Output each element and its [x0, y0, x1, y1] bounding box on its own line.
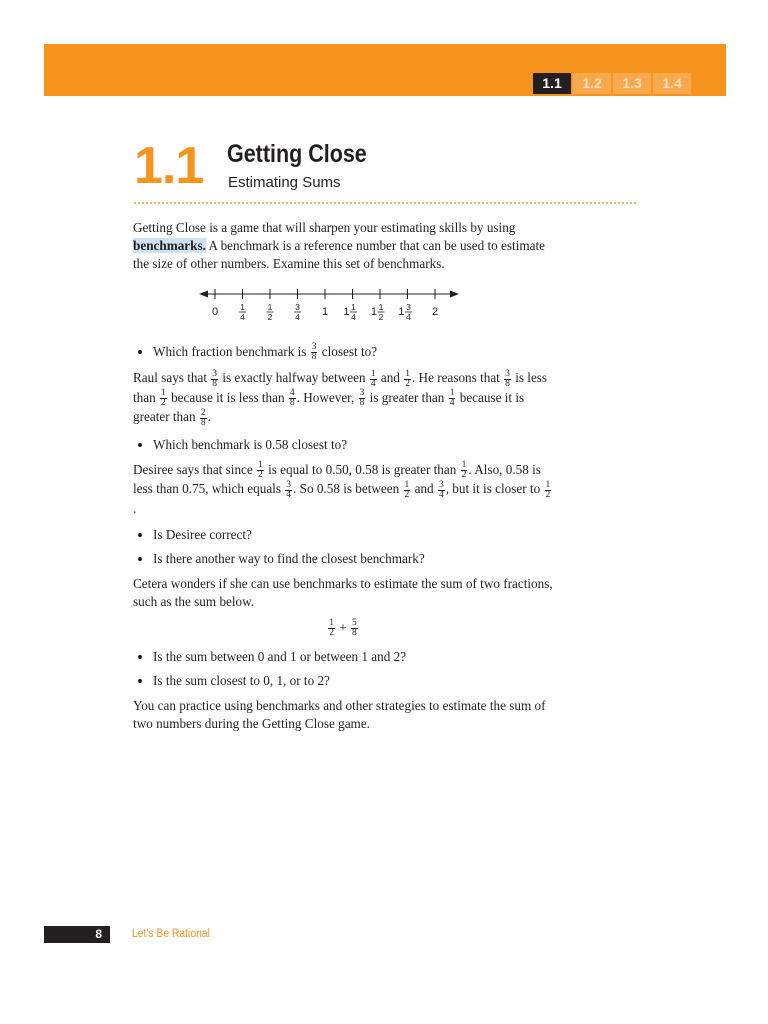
fraction-numerator: 1 — [161, 388, 166, 399]
fraction-numerator: 3 — [505, 368, 510, 379]
tick-label-numerator: 3 — [295, 302, 300, 312]
text-run: Which benchmark is 0.58 closest to? — [153, 436, 348, 452]
fraction — [160, 389, 167, 408]
fraction-numerator: 1 — [370, 368, 376, 379]
tick-label: 1 — [321, 306, 329, 318]
text-run: Desiree says that since — [133, 461, 257, 477]
raul-paragraph — [133, 369, 553, 427]
tick-label-whole: 1 — [398, 306, 405, 318]
question-list-3 — [133, 526, 553, 568]
fraction — [285, 481, 292, 500]
fraction-denominator: 8 — [359, 398, 365, 409]
fraction-numerator: 5 — [352, 618, 357, 629]
fraction — [404, 481, 411, 500]
question-another-way — [153, 550, 553, 568]
question-decimal-benchmark — [153, 436, 553, 454]
fraction-denominator: 2 — [161, 398, 166, 409]
lesson-number: 1.1 — [134, 137, 204, 195]
intro-text-a: Getting Close is a game that will sharpen your estimating skills by using — [133, 220, 516, 235]
fraction-numerator: 3 — [438, 479, 444, 490]
tick-label-numerator: 1 — [240, 302, 245, 312]
fraction-denominator: 2 — [329, 628, 334, 639]
tick-label-numerator: 1 — [351, 302, 356, 312]
tick-label-whole: 1 — [370, 306, 377, 318]
question-sum-range — [153, 648, 553, 666]
fraction-numerator: 1 — [404, 479, 410, 490]
lesson-body — [133, 219, 553, 741]
tick-label-denominator: 4 — [240, 312, 245, 322]
fraction — [289, 389, 296, 408]
text-run: Which fraction benchmark is — [153, 344, 310, 359]
question-list-4 — [133, 648, 553, 690]
fraction-numerator: 1 — [405, 368, 410, 379]
fraction — [504, 370, 511, 389]
text-run: and — [411, 481, 437, 497]
tick-label-denominator: 4 — [295, 312, 300, 322]
tick-label-denominator: 4 — [406, 312, 411, 322]
tab-1-4[interactable]: 1.4 — [653, 73, 691, 94]
fraction-numerator: 3 — [212, 368, 218, 379]
section-divider — [134, 202, 636, 204]
tick-label-denominator: 4 — [351, 312, 356, 322]
fraction-denominator: 8 — [311, 352, 317, 363]
fraction-denominator: 8 — [212, 378, 218, 389]
fraction-denominator: 4 — [286, 489, 292, 500]
fraction-numerator: 3 — [286, 479, 292, 490]
fraction — [438, 481, 445, 500]
left-arrow-icon — [199, 291, 208, 298]
book-title: Let's Be Rational — [132, 928, 210, 940]
tab-1-2[interactable]: 1.2 — [573, 73, 611, 94]
text-run: because it is greater than — [133, 389, 525, 425]
page-number: 8 — [95, 927, 102, 941]
question-fraction-benchmark — [153, 343, 553, 362]
fraction-denominator: 4 — [370, 378, 376, 389]
fraction-denominator: 4 — [449, 398, 455, 409]
text-run: . So 0.58 is between — [293, 481, 403, 497]
fraction — [351, 619, 358, 638]
fraction-denominator: 4 — [438, 489, 444, 500]
tick-label-denominator: 2 — [267, 312, 273, 322]
fraction — [257, 461, 264, 480]
fraction-numerator: 1 — [545, 479, 551, 490]
fraction-numerator: 3 — [311, 342, 317, 353]
text-run: . Also, 0.58 is less than 0.75, which equals — [133, 461, 541, 497]
sum-expression — [133, 619, 553, 638]
text-run: because it is less than — [167, 389, 288, 405]
fraction-denominator: 2 — [405, 378, 410, 389]
fraction-denominator: 8 — [505, 378, 510, 389]
tick-label: 0 — [211, 306, 219, 318]
text-run: closest to? — [318, 344, 378, 359]
lesson-subtitle: Estimating Sums — [228, 174, 341, 191]
text-run: , but it is closer to — [445, 481, 544, 497]
fraction-numerator: 1 — [258, 460, 263, 471]
text-run: Raul says that — [133, 370, 211, 386]
fraction — [359, 389, 366, 408]
text-run: . — [207, 409, 211, 425]
tick-label-numerator: 1 — [267, 302, 273, 312]
fraction-denominator: 2 — [545, 489, 551, 500]
intro-paragraph — [133, 219, 553, 273]
fraction — [211, 370, 218, 389]
fraction — [449, 389, 456, 408]
lesson-tabs — [531, 73, 691, 94]
fraction — [404, 370, 411, 389]
text-run: Is there another way to find the closest benchmark? — [153, 550, 425, 566]
benchmarks-term: benchmarks. — [133, 238, 206, 253]
right-arrow-icon — [450, 291, 459, 298]
text-run: . — [133, 500, 137, 516]
text-run: Cetera wonders if she can use benchmarks to estimate the sum of two fractions, such as the sum below. — [133, 575, 553, 609]
desiree-paragraph — [133, 461, 553, 518]
fraction-denominator: 2 — [258, 470, 263, 481]
fraction-denominator: 2 — [461, 470, 467, 481]
text-run: and — [377, 370, 404, 386]
text-run: Is Desiree correct? — [153, 526, 252, 542]
intro-text-b: A benchmark is a reference number that can be used to estimate the size of other numbers. Examine this set of benchmarks. — [133, 238, 545, 271]
closing-paragraph — [133, 697, 553, 733]
text-run: + — [335, 619, 351, 635]
text-run: . However, — [296, 389, 358, 405]
fraction-denominator: 8 — [289, 398, 295, 409]
fraction — [461, 461, 468, 480]
text-run: is equal to 0.50, 0.58 is greater than — [264, 461, 460, 477]
page-footer — [44, 926, 344, 943]
tab-1-1[interactable]: 1.1 — [533, 73, 571, 94]
question-desiree-correct — [153, 526, 553, 544]
question-list-1 — [133, 343, 553, 362]
lesson-title: Getting Close — [227, 140, 367, 168]
fraction-numerator: 4 — [289, 388, 295, 399]
fraction — [328, 619, 335, 638]
question-sum-closest — [153, 672, 553, 690]
fraction-numerator: 3 — [359, 388, 365, 399]
fraction-numerator: 2 — [200, 407, 206, 418]
tick-label-numerator: 1 — [378, 302, 384, 312]
fraction — [311, 343, 318, 362]
text-run: is less than — [133, 370, 548, 405]
header-band — [44, 44, 726, 96]
text-run: is exactly halfway between — [219, 370, 369, 386]
text-run: You can practice using benchmarks and other strategies to estimate the sum of two numbers during the Getting Close game. — [133, 698, 546, 732]
fraction-denominator: 8 — [200, 417, 206, 428]
tick-label: 2 — [431, 306, 439, 318]
benchmark-number-line — [197, 285, 461, 329]
tick-label-denominator: 2 — [378, 312, 384, 322]
fraction — [370, 370, 377, 389]
page-number-box — [44, 926, 110, 943]
question-list-2 — [133, 436, 553, 454]
fraction — [545, 481, 552, 500]
text-run: . He reasons that — [411, 370, 504, 386]
fraction-denominator: 8 — [352, 628, 357, 639]
text-run: is greater than — [366, 389, 448, 405]
fraction-numerator: 1 — [329, 618, 334, 629]
text-run: Is the sum closest to 0, 1, or to 2? — [153, 673, 330, 689]
fraction — [200, 409, 207, 428]
tick-label-numerator: 3 — [406, 302, 411, 312]
text-run: Is the sum between 0 and 1 or between 1 and 2? — [153, 649, 407, 665]
tab-1-3[interactable]: 1.3 — [613, 73, 651, 94]
tick-label-whole: 1 — [343, 306, 350, 318]
fraction-denominator: 2 — [404, 489, 410, 500]
fraction-numerator: 1 — [449, 388, 455, 399]
fraction-numerator: 1 — [461, 460, 467, 471]
cetera-paragraph — [133, 575, 553, 611]
